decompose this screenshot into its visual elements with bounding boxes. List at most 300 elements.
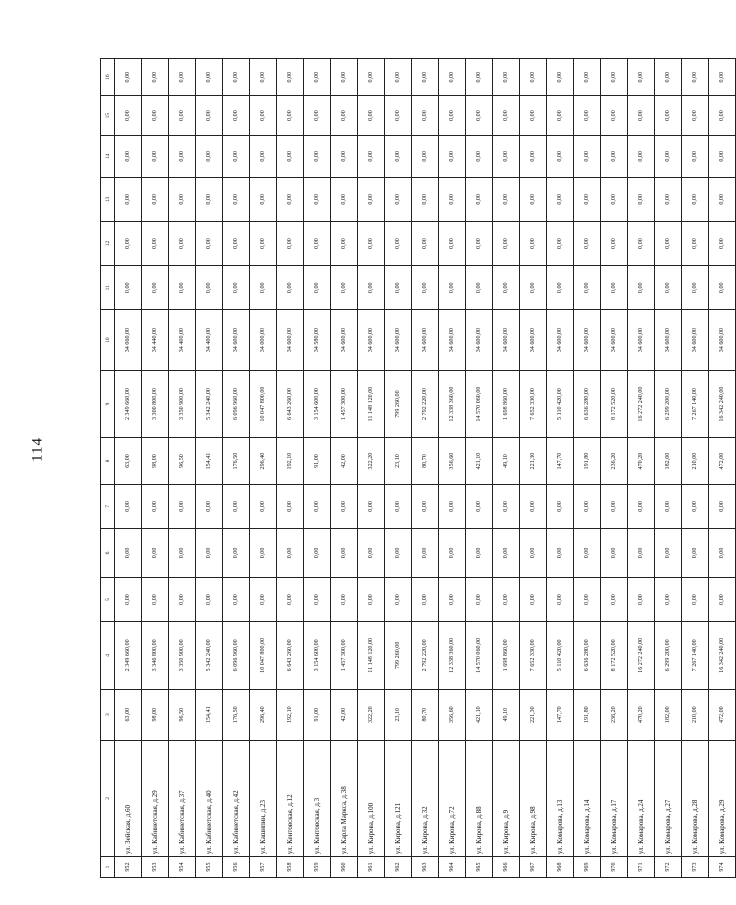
table-cell: 0,00 [547, 577, 574, 621]
table-cell: 0,00 [169, 177, 196, 221]
table-cell: 91,00 [304, 438, 331, 485]
table-cell: 0,00 [331, 59, 358, 96]
table-cell: 154,41 [196, 438, 223, 485]
address-cell: ул. Комарова, д.13 [547, 740, 574, 856]
table-cell: 0,00 [358, 135, 385, 177]
table-cell: 191,80 [574, 689, 601, 740]
column-header: 2 [101, 740, 115, 856]
data-table [100, 58, 736, 878]
table-cell: 0,00 [277, 577, 304, 621]
table-cell: 0,00 [601, 96, 628, 136]
table-cell: 971 [628, 857, 655, 878]
table-cell: 2 792 220,00 [412, 622, 439, 689]
table-cell: 3 350 900,00 [169, 622, 196, 689]
table-cell: 356,60 [439, 689, 466, 740]
table-cell: 0,00 [142, 96, 169, 136]
table-cell: 0,00 [574, 177, 601, 221]
table-cell: 0,00 [412, 484, 439, 528]
table-cell: 8 172 520,00 [601, 370, 628, 437]
table-cell: 0,00 [385, 96, 412, 136]
table-cell: 0,00 [358, 221, 385, 265]
address-cell: ул. Комарова, д.17 [601, 740, 628, 856]
table-cell: 3 154 600,00 [304, 370, 331, 437]
table-cell: 0,00 [655, 96, 682, 136]
table-cell: 0,00 [196, 529, 223, 578]
table-cell: 0,00 [385, 266, 412, 310]
table-row [547, 59, 574, 878]
table-cell: 964 [439, 857, 466, 878]
table-cell: 969 [574, 857, 601, 878]
table-cell: 0,00 [304, 484, 331, 528]
table-cell: 0,00 [709, 577, 736, 621]
table-cell: 0,00 [628, 177, 655, 221]
table-cell: 470,20 [628, 438, 655, 485]
address-cell: ул. Кирова, д.72 [439, 740, 466, 856]
table-cell: 0,00 [439, 577, 466, 621]
table-cell: 0,00 [628, 59, 655, 96]
column-header: 9 [101, 370, 115, 437]
table-cell: 0,00 [709, 221, 736, 265]
table-cell: 182,00 [655, 438, 682, 485]
address-cell: ул. Комарова, д.29 [709, 740, 736, 856]
table-cell: 0,00 [682, 59, 709, 96]
table-row [493, 59, 520, 878]
table-cell: 0,00 [412, 529, 439, 578]
column-header: 10 [101, 310, 115, 370]
table-cell: 0,00 [601, 177, 628, 221]
table-cell: 34 600,00 [277, 310, 304, 370]
table-cell: 0,00 [439, 221, 466, 265]
column-header: 1 [101, 857, 115, 878]
table-cell: 14 570 060,00 [466, 370, 493, 437]
table-cell: 0,00 [466, 577, 493, 621]
table-cell: 0,00 [601, 529, 628, 578]
table-cell: 974 [709, 857, 736, 878]
column-header: 4 [101, 622, 115, 689]
table-cell: 0,00 [331, 484, 358, 528]
table-cell: 0,00 [358, 484, 385, 528]
table-row [304, 59, 331, 878]
table-cell: 0,00 [709, 59, 736, 96]
table-cell: 0,00 [547, 96, 574, 136]
table-cell: 0,00 [439, 96, 466, 136]
table-cell: 0,00 [439, 529, 466, 578]
table-cell: 0,00 [223, 529, 250, 578]
table-cell: 0,00 [331, 266, 358, 310]
table-cell: 0,00 [493, 484, 520, 528]
table-cell: 14 570 060,00 [466, 622, 493, 689]
table-cell: 0,00 [412, 59, 439, 96]
table-cell: 955 [196, 857, 223, 878]
table-cell: 0,00 [547, 221, 574, 265]
table-cell: 0,00 [547, 135, 574, 177]
table-cell: 34 600,00 [628, 310, 655, 370]
table-cell: 0,00 [709, 96, 736, 136]
column-header: 13 [101, 177, 115, 221]
table-cell: 972 [655, 857, 682, 878]
table-row [331, 59, 358, 878]
table-cell: 0,00 [331, 177, 358, 221]
table-cell: 0,00 [196, 59, 223, 96]
table-cell: 0,00 [655, 484, 682, 528]
address-cell: ул. Кабинетская, д.29 [142, 740, 169, 856]
table-cell: 0,00 [601, 577, 628, 621]
table-cell: 11 148 120,00 [358, 622, 385, 689]
table-cell: 970 [601, 857, 628, 878]
table-cell: 421,10 [466, 689, 493, 740]
table-cell: 0,00 [655, 266, 682, 310]
table-cell: 5 110 420,00 [547, 622, 574, 689]
table-cell: 34 600,00 [358, 310, 385, 370]
table-cell: 5 342 240,00 [196, 370, 223, 437]
table-cell: 0,00 [115, 135, 142, 177]
column-header: 16 [101, 59, 115, 96]
table-cell: 0,00 [709, 484, 736, 528]
address-cell: ул. Кирова, д.88 [466, 740, 493, 856]
table-cell: 8 172 520,00 [601, 622, 628, 689]
table-cell: 0,00 [250, 484, 277, 528]
table-cell: 973 [682, 857, 709, 878]
table-cell: 10 047 800,00 [250, 622, 277, 689]
table-cell: 0,00 [304, 96, 331, 136]
table-cell: 296,40 [250, 438, 277, 485]
column-header: 3 [101, 689, 115, 740]
table-cell: 0,00 [277, 177, 304, 221]
address-cell: ул. Кабинетская, д.37 [169, 740, 196, 856]
table-cell: 34 600,00 [466, 310, 493, 370]
table-cell: 0,00 [223, 221, 250, 265]
table-cell: 0,00 [115, 484, 142, 528]
table-cell: 176,50 [223, 438, 250, 485]
table-cell: 3 350 900,00 [169, 370, 196, 437]
table-cell: 6 096 960,00 [223, 370, 250, 437]
table-cell: 0,00 [331, 135, 358, 177]
table-cell: 0,00 [493, 221, 520, 265]
table-cell: 0,00 [385, 529, 412, 578]
table-cell: 0,00 [250, 577, 277, 621]
table-cell: 0,00 [385, 177, 412, 221]
table-cell: 0,00 [196, 577, 223, 621]
table-cell: 958 [277, 857, 304, 878]
table-cell: 0,00 [169, 577, 196, 621]
table-cell: 954 [169, 857, 196, 878]
table-cell: 0,00 [466, 221, 493, 265]
table-cell: 34 600,00 [331, 310, 358, 370]
table-cell: 0,00 [250, 59, 277, 96]
table-cell: 7 267 140,00 [682, 622, 709, 689]
page-number: 114 [29, 437, 46, 462]
table-cell: 0,00 [304, 177, 331, 221]
address-cell: ул. Комарова, д.14 [574, 740, 601, 856]
table-cell: 0,00 [412, 135, 439, 177]
table-row [412, 59, 439, 878]
table-row [142, 59, 169, 878]
table-row [682, 59, 709, 878]
table-cell: 16 342 240,00 [709, 622, 736, 689]
table-cell: 0,00 [277, 59, 304, 96]
table-cell: 0,00 [115, 577, 142, 621]
table-cell: 0,00 [412, 221, 439, 265]
table-cell: 182,00 [655, 689, 682, 740]
table-cell: 34 600,00 [493, 310, 520, 370]
table-cell: 0,00 [115, 266, 142, 310]
table-cell: 0,00 [493, 96, 520, 136]
rotated-table-frame [100, 58, 726, 878]
table-body [115, 59, 736, 878]
table-cell: 0,00 [547, 266, 574, 310]
address-cell: ул. Кашипин, д.23 [250, 740, 277, 856]
address-cell: ул. Кирова, д.121 [385, 740, 412, 856]
table-cell: 0,00 [277, 266, 304, 310]
table-cell: 0,00 [169, 96, 196, 136]
table-cell: 34 600,00 [385, 310, 412, 370]
address-cell: ул. Кабинетская, д.42 [223, 740, 250, 856]
table-cell: 0,00 [574, 59, 601, 96]
table-cell: 0,00 [250, 529, 277, 578]
address-cell: ул. Кентовская, д.3 [304, 740, 331, 856]
table-cell: 98,00 [142, 438, 169, 485]
table-cell: 0,00 [250, 135, 277, 177]
table-cell: 34 580,00 [304, 310, 331, 370]
table-cell: 0,00 [412, 266, 439, 310]
table-cell: 0,00 [601, 221, 628, 265]
table-cell: 0,00 [142, 484, 169, 528]
table-cell: 421,10 [466, 438, 493, 485]
address-cell: ул. Комарова, д.24 [628, 740, 655, 856]
table-cell: 0,00 [304, 59, 331, 96]
table-cell: 0,00 [115, 529, 142, 578]
table-cell: 0,00 [358, 577, 385, 621]
table-cell: 0,00 [277, 221, 304, 265]
table-cell: 953 [142, 857, 169, 878]
address-cell: ул. Кабинетская, д.40 [196, 740, 223, 856]
table-cell: 0,00 [466, 59, 493, 96]
table-cell: 0,00 [250, 221, 277, 265]
table-row [277, 59, 304, 878]
table-cell: 0,00 [682, 529, 709, 578]
table-cell: 0,00 [655, 529, 682, 578]
table-row [628, 59, 655, 878]
table-cell: 0,00 [385, 135, 412, 177]
table-cell: 23,10 [385, 689, 412, 740]
table-cell: 0,00 [574, 484, 601, 528]
table-cell: 42,00 [331, 689, 358, 740]
table-cell: 0,00 [412, 177, 439, 221]
table-cell: 0,00 [574, 135, 601, 177]
table-cell: 0,00 [331, 577, 358, 621]
table-cell: 34 600,00 [439, 310, 466, 370]
table-cell: 966 [493, 857, 520, 878]
table-cell: 12 338 360,00 [439, 622, 466, 689]
table-cell: 0,00 [709, 266, 736, 310]
table-cell: 0,00 [520, 484, 547, 528]
address-cell: ул. Кирова, д.100 [358, 740, 385, 856]
table-cell: 49,10 [493, 689, 520, 740]
table-cell: 5 110 420,00 [547, 370, 574, 437]
table-cell: 0,00 [466, 135, 493, 177]
table-cell: 0,00 [547, 59, 574, 96]
table-cell: 956 [223, 857, 250, 878]
table-cell: 0,00 [115, 96, 142, 136]
table-cell: 0,00 [223, 484, 250, 528]
table-cell: 0,00 [142, 221, 169, 265]
table-cell: 0,00 [196, 221, 223, 265]
table-cell: 0,00 [520, 177, 547, 221]
table-cell: 16 272 240,00 [628, 370, 655, 437]
table-cell: 0,00 [574, 221, 601, 265]
table-cell: 176,50 [223, 689, 250, 740]
table-cell: 0,00 [655, 59, 682, 96]
address-cell: ул. Кирова, д.32 [412, 740, 439, 856]
table-cell: 0,00 [601, 484, 628, 528]
table-cell: 10 047 800,00 [250, 370, 277, 437]
table-cell: 0,00 [520, 135, 547, 177]
table-cell: 0,00 [439, 266, 466, 310]
table-cell: 799 260,00 [385, 370, 412, 437]
table-cell: 0,00 [520, 266, 547, 310]
table-cell: 0,00 [223, 59, 250, 96]
address-cell: ул. Зейская, д.60 [115, 740, 142, 856]
table-cell: 0,00 [493, 177, 520, 221]
table-cell: 210,00 [682, 689, 709, 740]
table-cell: 6 636 280,00 [574, 622, 601, 689]
table-cell: 0,00 [628, 484, 655, 528]
table-cell: 1 698 860,00 [493, 370, 520, 437]
table-cell: 0,00 [223, 177, 250, 221]
table-cell: 472,00 [709, 438, 736, 485]
table-cell: 0,00 [493, 577, 520, 621]
table-cell: 0,00 [574, 529, 601, 578]
table-cell: 962 [385, 857, 412, 878]
table-cell: 0,00 [196, 484, 223, 528]
table-cell: 959 [304, 857, 331, 878]
table-cell: 0,00 [142, 59, 169, 96]
table-cell: 0,00 [115, 221, 142, 265]
table-cell: 0,00 [628, 221, 655, 265]
table-cell: 0,00 [466, 96, 493, 136]
table-row [115, 59, 142, 878]
table-cell: 2 349 660,00 [115, 370, 142, 437]
table-cell: 0,00 [412, 577, 439, 621]
table-cell: 0,00 [412, 96, 439, 136]
table-cell: 0,00 [709, 135, 736, 177]
table-cell: 0,00 [547, 529, 574, 578]
table-cell: 34 600,00 [412, 310, 439, 370]
table-cell: 0,00 [655, 177, 682, 221]
table-cell: 0,00 [682, 96, 709, 136]
table-cell: 192,10 [277, 689, 304, 740]
table-cell: 0,00 [169, 135, 196, 177]
table-cell: 96,50 [169, 689, 196, 740]
column-header: 7 [101, 484, 115, 528]
table-cell: 0,00 [520, 59, 547, 96]
column-header: 14 [101, 135, 115, 177]
table-cell: 0,00 [682, 577, 709, 621]
table-cell: 0,00 [709, 529, 736, 578]
table-cell: 49,10 [493, 438, 520, 485]
table-cell: 0,00 [574, 577, 601, 621]
table-cell: 0,00 [385, 484, 412, 528]
table-cell: 34 400,00 [196, 310, 223, 370]
table-cell: 23,10 [385, 438, 412, 485]
table-cell: 0,00 [439, 59, 466, 96]
table-cell: 296,40 [250, 689, 277, 740]
table-cell: 6 643 260,00 [277, 622, 304, 689]
table-cell: 210,00 [682, 438, 709, 485]
table-cell: 34 400,00 [169, 310, 196, 370]
column-header: 11 [101, 266, 115, 310]
table-cell: 1 698 860,00 [493, 622, 520, 689]
table-cell: 34 600,00 [682, 310, 709, 370]
table-row [223, 59, 250, 878]
table-cell: 80,70 [412, 438, 439, 485]
table-cell: 0,00 [358, 59, 385, 96]
table-cell: 7 267 140,00 [682, 370, 709, 437]
table-cell: 191,80 [574, 438, 601, 485]
table-cell: 0,00 [682, 135, 709, 177]
table-cell: 0,00 [142, 135, 169, 177]
table-cell: 0,00 [169, 484, 196, 528]
table-cell: 221,30 [520, 438, 547, 485]
table-cell: 0,00 [466, 529, 493, 578]
table-cell: 42,00 [331, 438, 358, 485]
table-cell: 0,00 [466, 177, 493, 221]
table-cell: 0,00 [169, 59, 196, 96]
table-row [466, 59, 493, 878]
table-row [655, 59, 682, 878]
table-row [169, 59, 196, 878]
table-cell: 0,00 [250, 177, 277, 221]
table-cell: 0,00 [655, 577, 682, 621]
table-cell: 957 [250, 857, 277, 878]
table-cell: 34 600,00 [223, 310, 250, 370]
table-cell: 322,20 [358, 438, 385, 485]
table-cell: 0,00 [196, 96, 223, 136]
table-cell: 0,00 [277, 529, 304, 578]
table-cell: 0,00 [169, 221, 196, 265]
table-cell: 236,20 [601, 438, 628, 485]
table-cell: 0,00 [385, 59, 412, 96]
table-cell: 0,00 [682, 221, 709, 265]
table-cell: 0,00 [655, 221, 682, 265]
table-cell: 968 [547, 857, 574, 878]
table-cell: 11 148 120,00 [358, 370, 385, 437]
table-row [601, 59, 628, 878]
table-cell: 0,00 [304, 529, 331, 578]
table-cell: 0,00 [331, 529, 358, 578]
table-cell: 0,00 [439, 177, 466, 221]
table-cell: 0,00 [520, 221, 547, 265]
address-cell: ул. Карла Маркса, д.38 [331, 740, 358, 856]
table-cell: 34 600,00 [520, 310, 547, 370]
table-cell: 0,00 [385, 221, 412, 265]
table-cell: 0,00 [628, 135, 655, 177]
table-row [574, 59, 601, 878]
table-cell: 96,50 [169, 438, 196, 485]
table-cell: 0,00 [547, 484, 574, 528]
table-cell: 356,60 [439, 438, 466, 485]
table-cell: 322,20 [358, 689, 385, 740]
table-cell: 0,00 [628, 529, 655, 578]
table-cell: 80,70 [412, 689, 439, 740]
table-cell: 0,00 [493, 529, 520, 578]
address-cell: ул. Кирова, д.9 [493, 740, 520, 856]
table-cell: 0,00 [385, 577, 412, 621]
table-cell: 963 [412, 857, 439, 878]
table-cell: 0,00 [601, 59, 628, 96]
table-row [358, 59, 385, 878]
table-cell: 0,00 [142, 266, 169, 310]
